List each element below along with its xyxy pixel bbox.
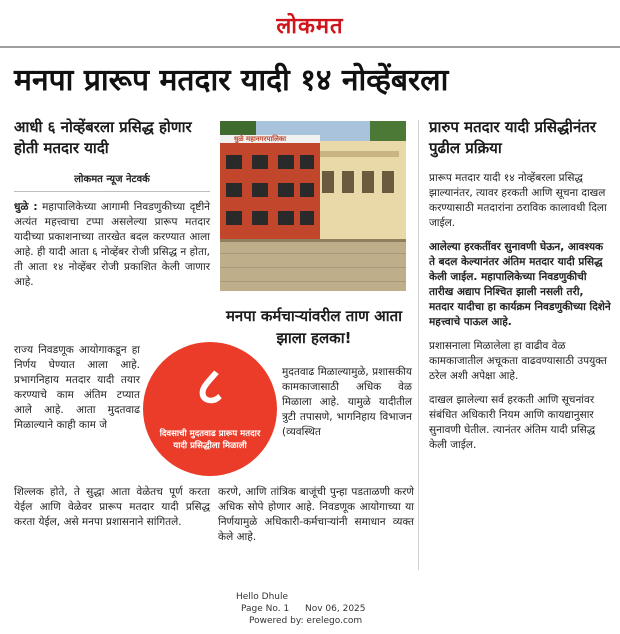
left-article xyxy=(14,117,210,290)
right-paragraph-1: प्रारूप मतदार यादी १४ नोव्हेंबरला प्रसिद्ध झाल्यानंतर, त्यावर हरकती आणि सूचना दाखल करण्यासाठी मतदारांना ठराविक कालावधी दिला जाईल. xyxy=(429,172,607,229)
left-bottom-paragraph: शिल्लक होते, ते सुद्धा आता वेळेतच पूर्ण करता येईल आणि वेळेवर प्रारूप मतदार यादी प्रसिद्ध करता येईल, असे मनपा प्रशासनाने सांगितले. xyxy=(14,486,210,528)
municipal-building-photo xyxy=(220,121,406,291)
left-lead-text: महापालिकेच्या आगामी निवडणुकीच्या दृष्टीने अत्यंत महत्त्वाचा टप्पा असलेल्या प्रारूप मतदार यादीच्या प्रकाशनाच्या तारखेत बदल करण्यात आला आहे. ही यादी आता ६ नोव्हेंबर रोजी प्रसिद्ध न होता, ती आता १४ नोव्हेंबर रोजी प्रकाशित केली जाणार आहे. xyxy=(14,201,210,288)
footer-edition: Hello Dhule xyxy=(236,592,289,602)
column-divider xyxy=(418,120,419,570)
byline-divider xyxy=(14,191,210,192)
left-lead-paragraph xyxy=(14,200,210,290)
footer-date: Nov 06, 2025 xyxy=(305,604,366,614)
dateline: धुळे : xyxy=(14,201,38,213)
footer-powered-link[interactable]: Powered by: erelego.com xyxy=(249,616,363,626)
mid-subhead: मनपा कर्मचाऱ्यांवरील ताण आता झाला हलका! xyxy=(225,307,403,347)
right-subhead: प्रारुप मतदार यादी प्रसिद्धीनंतर पुढील प्रक्रिया xyxy=(429,118,596,157)
right-article xyxy=(429,117,611,462)
footer xyxy=(0,591,620,631)
footer-page: Page No. 1 xyxy=(241,604,290,614)
left-subhead: आधी ६ नोव्हेंबरला प्रसिद्ध होणार होती मतदार यादी xyxy=(14,118,192,157)
right-body xyxy=(429,171,611,453)
right-paragraph-2: आलेल्या हरकतींवर सुनावणी घेऊन, आवश्यक ते बदल केल्यानंतर अंतिम मतदार यादी प्रसिद्ध केली जाईल. महापालिकेच्या निवडणुकीची तारीख अद्याप निश्चित झाली नसली तरी, मतदार यादीचा हा कार्यक्रम निवडणुकीच्या दिशेने महत्त्वाचे पाऊल आहे. xyxy=(429,241,611,328)
mid-bottom-paragraph: करणे, आणि तांत्रिक बाजूंची पुन्हा पडताळणी करणे अधिक सोपे होणार आहे. निवडणूक आयोगाच्या या निर्णयामुळे अधिकारी-कर्मचाऱ्यांनी समाधान व्यक्त केले आहे. xyxy=(218,486,414,543)
extension-badge xyxy=(143,342,277,476)
building-sign: धुळे महानगरपालिका xyxy=(234,135,287,143)
right-paragraph-3: प्रशासनाला मिळालेला हा वाढीव वेळ कामकाजातील अचूकता वाढवण्यासाठी उपयुक्त ठरेल अशी अपेक्षा आहे. xyxy=(429,340,607,382)
building-illustration xyxy=(220,121,406,291)
headline: मनपा प्रारूप मतदार यादी १४ नोव्हेंबरला xyxy=(14,63,449,98)
byline: लोकमत न्यूज नेटवर्क xyxy=(74,174,150,185)
mid-paragraph: मुदतवाढ मिळाल्यामुळे, प्रशासकीय कामकाजासाठी अधिक वेळ मिळाला आहे. यामुळे यादीतील त्रुटी तपासणे, भागनिहाय विभाजन (व्यवस्थित xyxy=(282,366,412,438)
masthead-divider xyxy=(0,46,620,48)
right-paragraph-4: दाखल झालेल्या सर्व हरकती आणि सूचनांवर संबंधित अधिकारी नियम आणि कायद्यानुसार सुनावणी घेतील. त्यानंतर अंतिम यादी प्रसिद्ध केली जाईल. xyxy=(429,394,596,451)
left-continued-paragraph: राज्य निवडणूक आयोगाकडून हा निर्णय घेण्यात आला आहे. प्रभागनिहाय मतदार यादी तयार करण्याचे काम अंतिम टप्यात आले आहे. आता मुदतवाढ मिळाल्याने काही काम जे xyxy=(14,344,140,431)
badge-number: ८ xyxy=(196,356,224,417)
brand-logo: लोकमत xyxy=(276,13,344,39)
badge-caption: दिवसाची मुदतवाढ प्रारूप मतदार यादी प्रसिद्धीला मिळाली xyxy=(159,429,261,451)
masthead xyxy=(0,4,620,44)
